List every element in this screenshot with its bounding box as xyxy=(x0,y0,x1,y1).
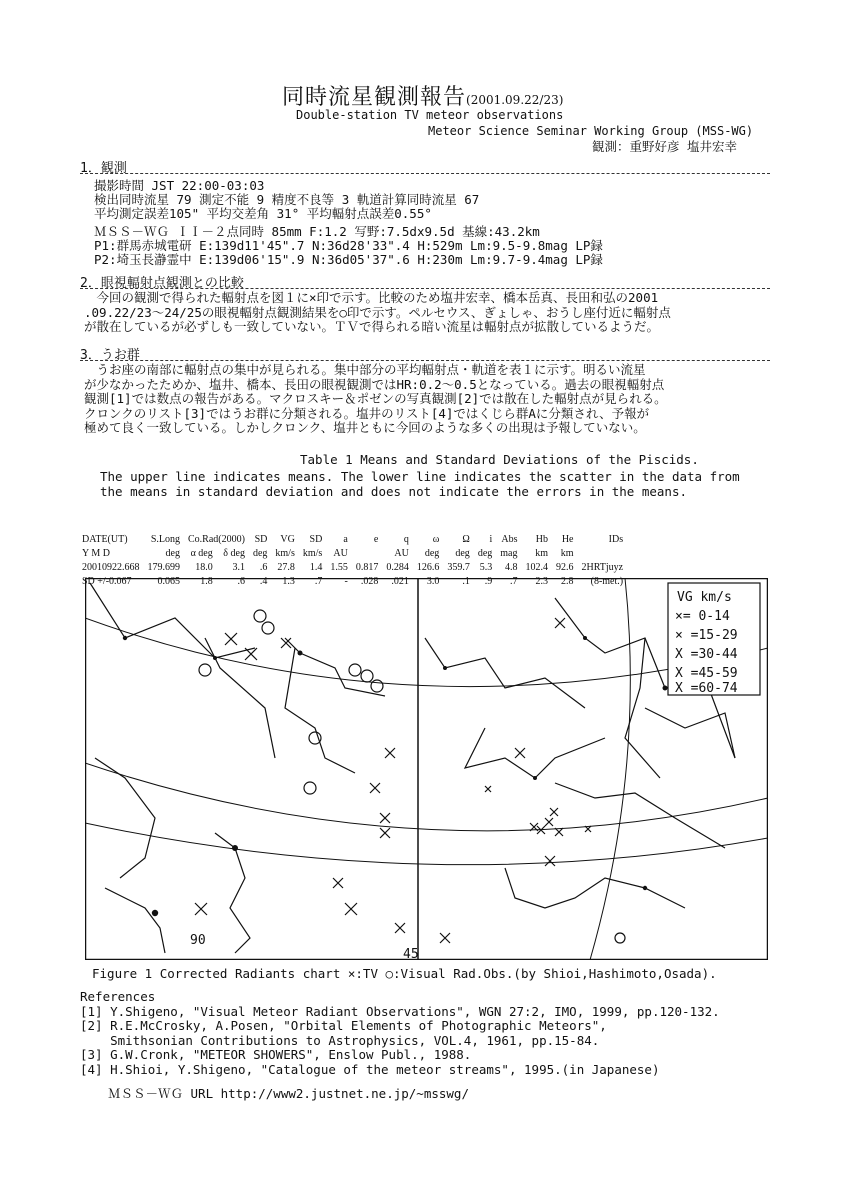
axis-label-90: 90 xyxy=(190,933,206,948)
td: .028 xyxy=(360,575,379,587)
constellation-line xyxy=(285,638,385,696)
table-header-row xyxy=(78,532,627,546)
td: 0.065 xyxy=(157,575,180,587)
th: mag xyxy=(500,547,518,559)
radiant-chart xyxy=(85,578,768,960)
th: Ω xyxy=(462,533,470,545)
visual-radiants xyxy=(199,610,625,943)
td: .7 xyxy=(509,575,518,587)
reference-item: Smithsonian Contributions to Astrophysics, VOL.4, 1961, pp.15-84. xyxy=(80,1032,600,1048)
td: 2.8 xyxy=(560,575,574,587)
obs-line-1: 撮影時間 JST 22:00-03:03 xyxy=(94,178,265,193)
tv-radiants xyxy=(195,618,591,943)
section2-heading: 2．眼視輻射点観測との比較 xyxy=(80,276,244,291)
tv-radiant xyxy=(345,903,357,915)
th: He xyxy=(561,533,574,545)
figure-caption: Figure 1 Corrected Radiants chart ×:TV ○:Visual Rad.Obs.(by Shioi,Hashimoto,Osada). xyxy=(92,966,717,981)
chart-border xyxy=(86,579,768,960)
constellation-line xyxy=(465,728,605,778)
constellation-line xyxy=(215,833,250,953)
visual-radiant xyxy=(199,664,211,676)
reference-item: [4] H.Shioi, Y.Shigeno, "Catalogue of the meteor streams", 1995.(in Japanese) xyxy=(80,1061,660,1077)
visual-radiant xyxy=(262,622,274,634)
td: .1 xyxy=(462,575,470,587)
declination-arc xyxy=(85,618,768,687)
table-note-1: The upper line indicates means. The lower line indicates the scatter in the data from xyxy=(100,469,740,484)
constellation-line xyxy=(205,638,275,758)
section3-heading: 3．うお群 xyxy=(80,348,140,363)
th: deg xyxy=(165,547,180,559)
tv-radiant xyxy=(545,856,555,866)
th: deg xyxy=(252,547,268,559)
th: α deg xyxy=(190,547,213,559)
star xyxy=(123,636,127,640)
obs-line-4: ＭＳＳ－ＷＧ ＩＩ－２点同時 85mm F:1.2 写野:7.5dx9.5d 基線:43.2km xyxy=(94,224,540,239)
constellation-line xyxy=(105,888,165,953)
th: km xyxy=(535,547,548,559)
th: km xyxy=(560,547,574,559)
tv-radiant xyxy=(555,828,563,836)
constellation-line xyxy=(505,868,685,908)
td: .7 xyxy=(314,575,323,587)
th: deg xyxy=(477,547,493,559)
page-title xyxy=(282,80,563,111)
constellation-line xyxy=(90,583,255,658)
table-caption: Table 1 Means and Standard Deviations of the Piscids. xyxy=(300,452,699,467)
td: 20010922.668 xyxy=(82,561,140,573)
tv-radiant xyxy=(380,828,390,838)
td: 0.817 xyxy=(355,561,379,573)
th: δ deg xyxy=(223,547,245,559)
td: .9 xyxy=(484,575,493,587)
section2-body xyxy=(84,291,774,335)
th: Abs xyxy=(501,533,518,545)
legend-entry: ×= 0-14 xyxy=(675,609,730,624)
section2-rule xyxy=(80,288,770,289)
td: 1.8 xyxy=(200,575,213,587)
tv-radiant xyxy=(395,923,405,933)
th: Hb xyxy=(535,533,548,545)
th: Y M D xyxy=(82,547,110,559)
td: 1.3 xyxy=(282,575,295,587)
section2-line: 今回の観測で得られた輻射点を図１に×印で示す。比較のため塩井宏幸、橋本岳真、長田和弘の2001 xyxy=(84,290,659,305)
obs-line-3: 平均測定誤差105" 平均交差角 31° 平均輻射点誤差0.55° xyxy=(94,206,432,221)
legend-entry: X =30-44 xyxy=(675,647,738,662)
td: 1.55 xyxy=(330,561,348,573)
td: 2HRTjuyz xyxy=(581,561,624,573)
visual-radiant xyxy=(309,732,321,744)
constellation-line xyxy=(555,783,725,848)
visual-radiant xyxy=(615,933,625,943)
td: 126.6 xyxy=(416,561,440,573)
td: 102.4 xyxy=(525,561,548,573)
td: 3.1 xyxy=(232,561,245,573)
subtitle: Double-station TV meteor observations xyxy=(296,108,564,122)
th: Co.Rad(2000) xyxy=(188,533,245,545)
th: km/s xyxy=(275,547,295,559)
th: km/s xyxy=(302,547,323,559)
star xyxy=(443,666,447,670)
stars xyxy=(123,636,668,916)
visual-radiant xyxy=(254,610,266,622)
td: 179.699 xyxy=(147,561,180,573)
tv-radiant xyxy=(385,748,395,758)
td: 359.7 xyxy=(447,561,470,573)
th: e xyxy=(373,533,379,545)
section3-line: 観測[1]では数点の報告がある。マクロスキー＆ポゼンの写真観測[2]では散在した輻射点が見られる。 xyxy=(84,391,667,406)
title-text: 同時流星観測報告 xyxy=(282,85,467,110)
legend-entry: X =60-74 xyxy=(675,681,738,696)
tv-radiant xyxy=(485,786,491,792)
th: VG xyxy=(280,533,295,545)
td: 5.3 xyxy=(479,561,493,573)
td: 3.0 xyxy=(426,575,440,587)
star xyxy=(152,910,158,916)
td: 27.8 xyxy=(277,561,295,573)
th: deg xyxy=(455,547,470,559)
tv-radiant xyxy=(550,808,558,816)
obs-line-5: P1:群馬赤城電研 E:139d11'45".7 N:36d28'33".4 H:529m Lm:9.5-9.8mag LP録 xyxy=(94,238,603,253)
td: 2.3 xyxy=(535,575,548,587)
star xyxy=(298,651,303,656)
legend-entry: X =45-59 xyxy=(675,666,738,681)
tv-radiant xyxy=(370,783,380,793)
section2-line: が散在しているが必ずしも一致していない。ＴＶで得られる暗い流星は輻射点が拡散しているようだ。 xyxy=(84,319,660,334)
declination-arc xyxy=(85,763,768,831)
th xyxy=(352,546,383,560)
title-date: (2001.09.22/23) xyxy=(466,93,564,107)
tv-radiant xyxy=(515,748,525,758)
star xyxy=(213,656,217,660)
th: ω xyxy=(432,533,440,545)
td: SD +/-0.067 xyxy=(82,575,132,587)
td: - xyxy=(344,575,348,587)
th: AU xyxy=(394,547,409,559)
reference-item: [3] G.W.Cronk, "METEOR SHOWERS", Enslow Publ., 1988. xyxy=(80,1047,472,1062)
td: .6 xyxy=(259,561,268,573)
axis-label-45: 45 xyxy=(403,947,419,960)
star xyxy=(232,845,238,851)
tv-radiant xyxy=(380,813,390,823)
table-header-row xyxy=(78,546,627,560)
references xyxy=(80,990,720,1077)
tv-radiant xyxy=(245,648,257,660)
th: a xyxy=(343,533,348,545)
td: .021 xyxy=(391,575,409,587)
th: S.Long xyxy=(150,533,180,545)
obs-line-2: 検出同時流星 79 測定不能 9 精度不良等 3 軌道計算同時流星 67 xyxy=(94,192,480,207)
observers: 観測：重野好彦 塩井宏幸 xyxy=(592,139,738,154)
section3-line: が少なかったためか、塩井、橋本、長田の眼視観測ではHR:0.2～0.5となっている。過去の眼視輻射点 xyxy=(84,376,665,392)
constellation-line xyxy=(425,638,585,708)
constellation-line xyxy=(285,648,355,773)
reference-item: [2] R.E.McCrosky, A.Posen, "Orbital Elements of Photographic Meteors", xyxy=(80,1018,607,1033)
tv-radiant xyxy=(555,618,565,628)
ra-arc xyxy=(590,578,630,960)
section1-rule xyxy=(80,173,770,174)
constellation-lines xyxy=(90,583,735,953)
section1-heading: 1．観測 xyxy=(80,161,127,176)
section2-line: .09.22/23～24/25の眼視輻射点観測結果を○印で示す。ペルセウス、ぎょしゃ、おうし座付近に輻射点 xyxy=(84,304,671,320)
th: IDs xyxy=(608,533,624,545)
star xyxy=(533,776,537,780)
section3-line: うお座の南部に輻射点の集中が見られる。集中部分の平均輻射点・軌道を表１に示す。明るい流星 xyxy=(84,362,646,377)
star xyxy=(583,636,587,640)
star xyxy=(643,886,647,890)
section3-line: 極めて良く一致している。しかしクロンク、塩井ともに今回のような多くの出現は予報していない。 xyxy=(84,420,646,435)
legend-entry: × =15-29 xyxy=(675,628,738,643)
reference-item: [1] Y.Shigeno, "Visual Meteor Radiant Observations", WGN 27:2, IMO, 1999, pp.120-132. xyxy=(80,1003,720,1019)
tv-radiant xyxy=(545,818,553,826)
table-note-2: the means in standard deviation and does not indicate the errors in the means. xyxy=(100,484,687,499)
tv-radiant xyxy=(195,903,207,915)
td: 0.284 xyxy=(386,561,409,573)
visual-radiant xyxy=(349,664,361,676)
th: SD xyxy=(309,533,323,545)
legend-title: VG km/s xyxy=(677,590,732,605)
td: 1.4 xyxy=(309,561,323,573)
group-url: ＭＳＳ－ＷＧ URL http://www2.justnet.ne.jp/~msswg/ xyxy=(108,1086,469,1101)
th: i xyxy=(489,533,493,545)
star xyxy=(663,686,668,691)
td: (8-met.) xyxy=(590,575,624,587)
th: q xyxy=(403,533,409,545)
td: 18.0 xyxy=(195,561,213,573)
visual-radiant xyxy=(304,782,316,794)
td: .6 xyxy=(237,575,245,587)
td: 92.6 xyxy=(555,561,574,573)
section3-line: クロンクのリスト[3]ではうお群に分類される。塩井のリスト[4]ではくじら群Aに分類され、予報が xyxy=(84,405,650,421)
th: deg xyxy=(424,547,440,559)
tv-radiant xyxy=(333,878,343,888)
th: DATE(UT) xyxy=(82,533,128,545)
table-row-mean xyxy=(78,560,627,574)
tv-radiant xyxy=(440,933,450,943)
group-name: Meteor Science Seminar Working Group (MSS-WG) xyxy=(428,124,754,138)
section3-body xyxy=(84,363,774,436)
td: .4 xyxy=(259,575,268,587)
constellation-line xyxy=(645,708,735,758)
td: 4.8 xyxy=(504,561,518,573)
visual-radiant xyxy=(371,680,383,692)
visual-radiant xyxy=(361,670,373,682)
references-heading: References xyxy=(80,989,156,1004)
th: SD xyxy=(254,533,268,545)
obs-line-6: P2:埼玉長瀞霊中 E:139d06'15".9 N:36d05'37".6 H:230m Lm:9.7-9.4mag LP録 xyxy=(94,252,603,267)
tv-radiant xyxy=(225,633,237,645)
th: AU xyxy=(333,547,348,559)
section3-rule xyxy=(80,360,770,361)
chart-legend xyxy=(668,583,760,696)
